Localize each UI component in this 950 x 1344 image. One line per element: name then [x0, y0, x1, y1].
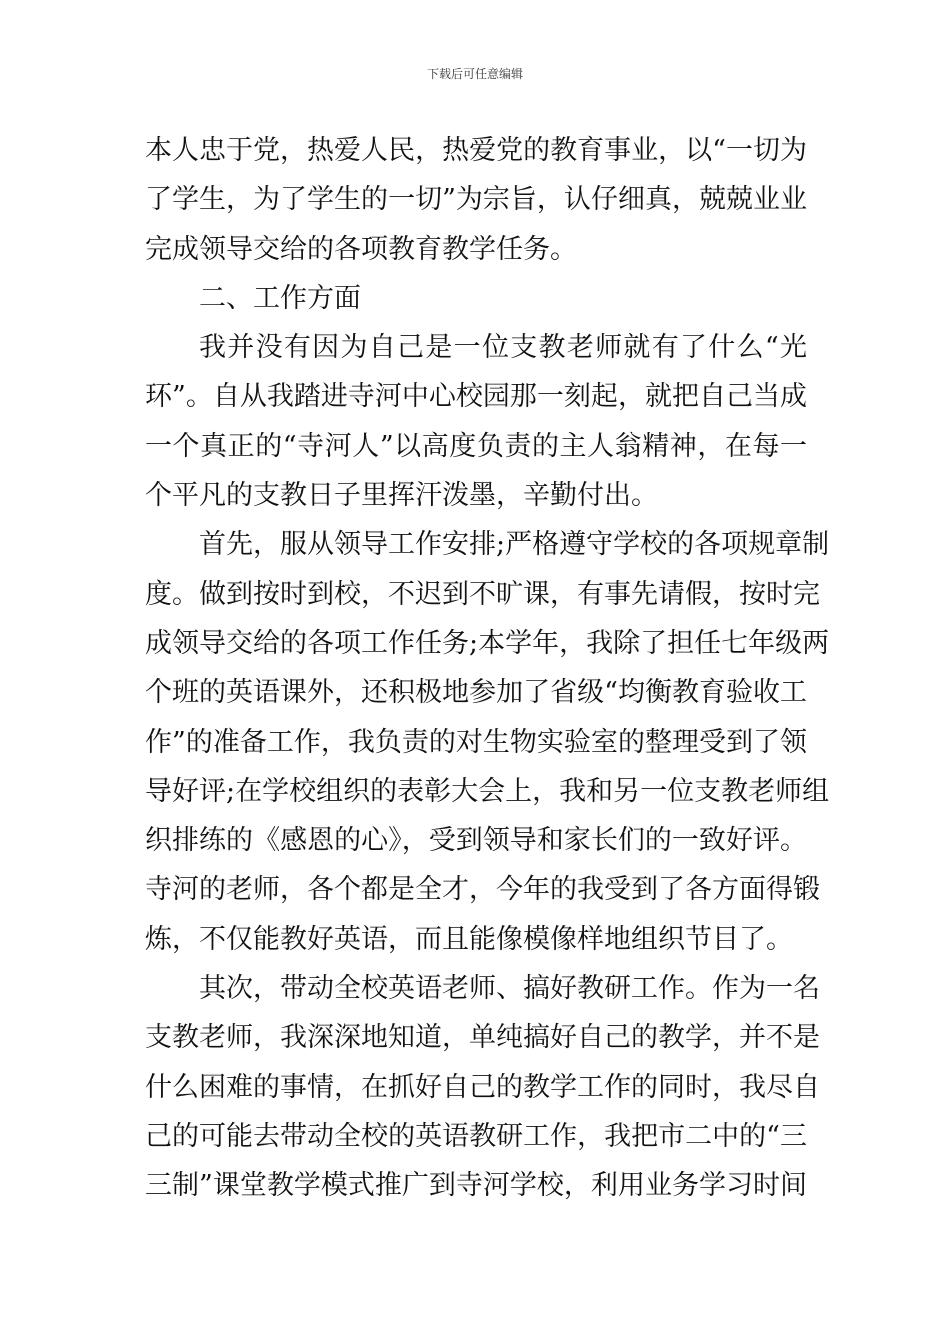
paragraph-line: 己的可能去带动全校的英语教研工作，我把市二中的“三 [145, 1120, 807, 1152]
paragraph-line: 支教老师，我深深地知道，单纯搞好自己的教学，并不是 [145, 1022, 820, 1054]
page-header: 下载后可任意编辑 [426, 67, 523, 81]
paragraph-line: 完成领导交给的各项教育教学任务。 [145, 233, 577, 265]
paragraph-line: 个平凡的支教日子里挥汗泼墨，辛勤付出。 [145, 480, 658, 512]
paragraph-line: 其次，带动全校英语老师、搞好教研工作。作为一名 [199, 973, 820, 1005]
section-heading: 二、工作方面 [199, 282, 361, 314]
paragraph-line: 什么困难的事情，在抓好自己的教学工作的同时，我尽自 [145, 1071, 820, 1103]
paragraph-line: 了学生，为了学生的一切”为宗旨，认仔细真，兢兢业业 [145, 184, 807, 216]
paragraph-line: 个班的英语课外，还积极地参加了省级“均衡教育验收工 [145, 677, 807, 709]
paragraph-line: 三制”课堂教学模式推广到寺河学校，利用业务学习时间 [145, 1170, 807, 1202]
paragraph-line: 我并没有因为自己是一位支教老师就有了什么“光 [199, 332, 807, 364]
paragraph-line: 一个真正的“寺河人”以高度负责的主人翁精神，在每一 [145, 430, 807, 462]
paragraph-line: 炼，不仅能教好英语，而且能像模像样地组织节目了。 [145, 923, 793, 955]
paragraph-line: 环”。自从我踏进寺河中心校园那一刻起，就把自己当成 [145, 381, 807, 413]
paragraph-line: 寺河的老师，各个都是全才，今年的我受到了各方面得锻 [145, 874, 820, 906]
document-body [145, 126, 830, 1211]
paragraph-line: 成领导交给的各项工作任务;本学年，我除了担任七年级两 [145, 627, 830, 659]
paragraph-line: 作”的准备工作，我负责的对生物实验室的整理受到了领 [145, 726, 807, 758]
paragraph-line: 首先，服从领导工作安排;严格遵守学校的各项规章制 [199, 529, 830, 561]
paragraph-line: 度。做到按时到校，不迟到不旷课，有事先请假，按时完 [145, 578, 820, 610]
paragraph-line: 本人忠于党，热爱人民，热爱党的教育事业，以“一切为 [145, 135, 807, 166]
paragraph-line: 织排练的《感恩的心》，受到领导和家长们的一致好评。 [145, 825, 807, 857]
paragraph-line: 导好评;在学校组织的表彰大会上，我和另一位支教老师组 [145, 775, 830, 807]
